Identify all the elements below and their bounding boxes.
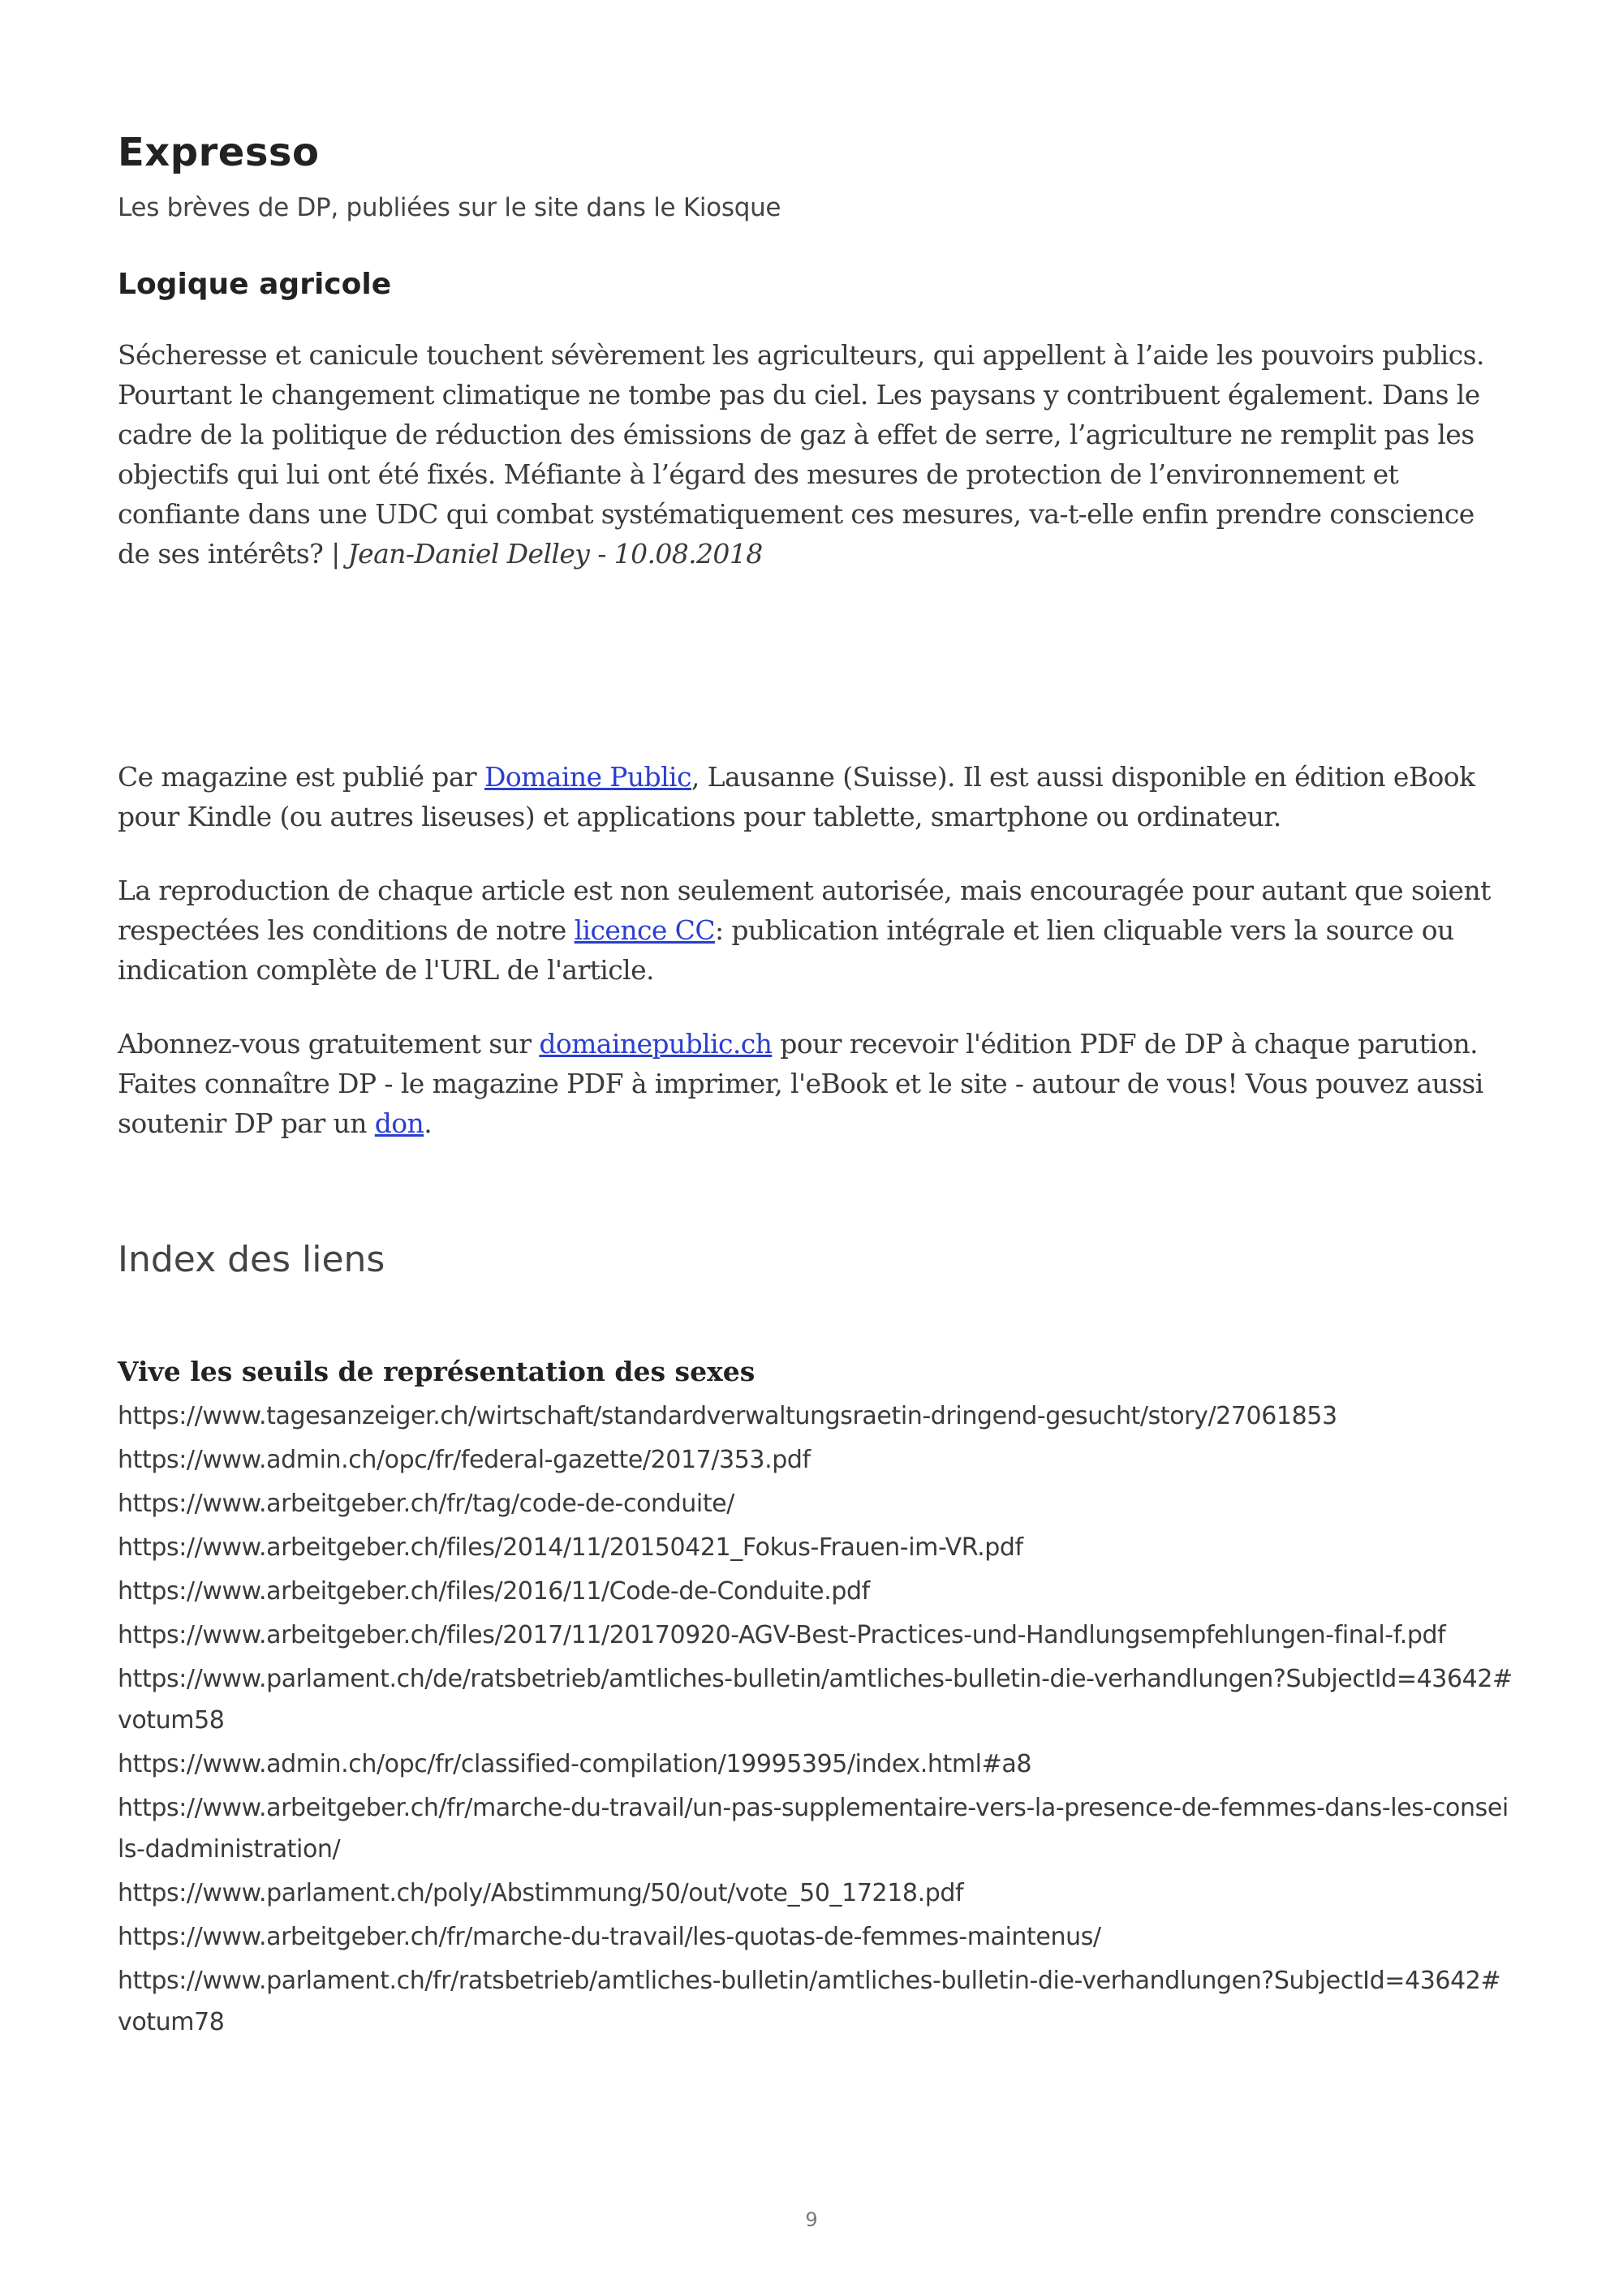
colophon-text: . [424,1107,433,1139]
domaine-public-link[interactable]: Domaine Public [484,761,691,793]
url-item[interactable]: https://www.arbeitgeber.ch/fr/marche-du-travail/un-pas-supplementaire-vers-la-presence-de-femmes-dans-les-conseils-dadministration/ [118,1794,1509,1864]
url-item[interactable]: https://www.parlament.ch/fr/ratsbetrieb/amtliches-bulletin/amtliches-bulletin-die-verhandlungen?SubjectId=43642#votum78 [118,1967,1501,2036]
page-number: 9 [805,2208,818,2231]
url-item[interactable]: https://www.arbeitgeber.ch/files/2016/11/Code-de-Conduite.pdf [118,1577,870,1606]
colophon-paragraph-license [118,871,1513,990]
licence-cc-link[interactable]: licence CC [574,914,715,946]
article-byline: Jean-Daniel Delley - 10.08.2018 [347,538,763,570]
url-item[interactable]: https://www.parlament.ch/poly/Abstimmung/50/out/vote_50_17218.pdf [118,1879,964,1907]
domainepublic-link[interactable]: domainepublic.ch [539,1028,773,1060]
section-title: Expresso [118,130,320,175]
don-link[interactable]: don [374,1107,424,1139]
url-item[interactable]: https://www.admin.ch/opc/fr/classified-compilation/19995395/index.html#a8 [118,1750,1032,1778]
colophon-text: , Lausanne (Suisse). Il est aussi disponible en édition eBook pour Kindle (ou autres liseuses) et applications pour tablette, smartphone ou ordinateur. [118,761,1475,832]
url-item[interactable]: https://www.tagesanzeiger.ch/wirtschaft/standardverwaltungsraetin-dringend-gesucht/story/27061853 [118,1402,1337,1430]
url-list [118,1395,1513,2043]
article-title: Logique agricole [118,268,392,301]
url-item[interactable]: https://www.arbeitgeber.ch/fr/tag/code-de-conduite/ [118,1490,734,1518]
url-item[interactable]: https://www.arbeitgeber.ch/files/2014/11/20150421_Fokus-Frauen-im-VR.pdf [118,1533,1023,1562]
url-item[interactable]: https://www.admin.ch/opc/fr/federal-gazette/2017/353.pdf [118,1446,811,1474]
url-item[interactable]: https://www.arbeitgeber.ch/files/2017/11/20170920-AGV-Best-Practices-und-Handlungsempfehlungen-final-f.pdf [118,1621,1446,1649]
colophon-text: Ce magazine est publié par [118,761,484,793]
article-body-text: Sécheresse et canicule touchent sévèrement les agriculteurs, qui appellent à l’aide les pouvoirs publics. Pourtant le changement climatique ne tombe pas du ciel. Les paysans y contribuent également. Dans le cadre de la politique de réduction des émissions de gaz à effet de serre, l’agriculture ne remplit pas les objectifs qui lui ont été fixés. Méfiante à l’égard des mesures de protection de l’environnement et confiante dans une UDC qui combat systématiquement ces mesures, va-t-elle enfin prendre conscience de ses intérêts? | [118,339,1484,570]
url-item[interactable]: https://www.arbeitgeber.ch/fr/marche-du-travail/les-quotas-de-femmes-maintenus/ [118,1923,1101,1951]
link-index-title: Index des liens [118,1239,385,1280]
article [118,268,1513,574]
colophon [118,757,1513,1143]
article-body [118,335,1513,574]
page-content [118,130,1513,2045]
colophon-paragraph-publisher [118,757,1513,836]
section-subtitle: Les brèves de DP, publiées sur le site dans le Kiosque [118,193,781,222]
colophon-text: pour recevoir l'édition PDF de DP à chaque parution. Faites connaître DP - le magazine PDF à imprimer, l'eBook et le site - autour de vous! Vous pouvez aussi soutenir DP par un [118,1028,1483,1139]
colophon-paragraph-subscribe [118,1024,1513,1143]
colophon-text: La reproduction de chaque article est non seulement autorisée, mais encouragée pour autant que soient respectées les conditions de notre [118,875,1491,946]
url-item[interactable]: https://www.parlament.ch/de/ratsbetrieb/amtliches-bulletin/amtliches-bulletin-die-verhandlungen?SubjectId=43642#votum58 [118,1665,1513,1735]
colophon-text: : publication intégrale et lien cliquable vers la source ou indication complète de l'URL de l'article. [118,914,1454,986]
link-index-subtitle: Vive les seuils de représentation des sexes [118,1356,756,1387]
colophon-text: Abonnez-vous gratuitement sur [118,1028,540,1060]
